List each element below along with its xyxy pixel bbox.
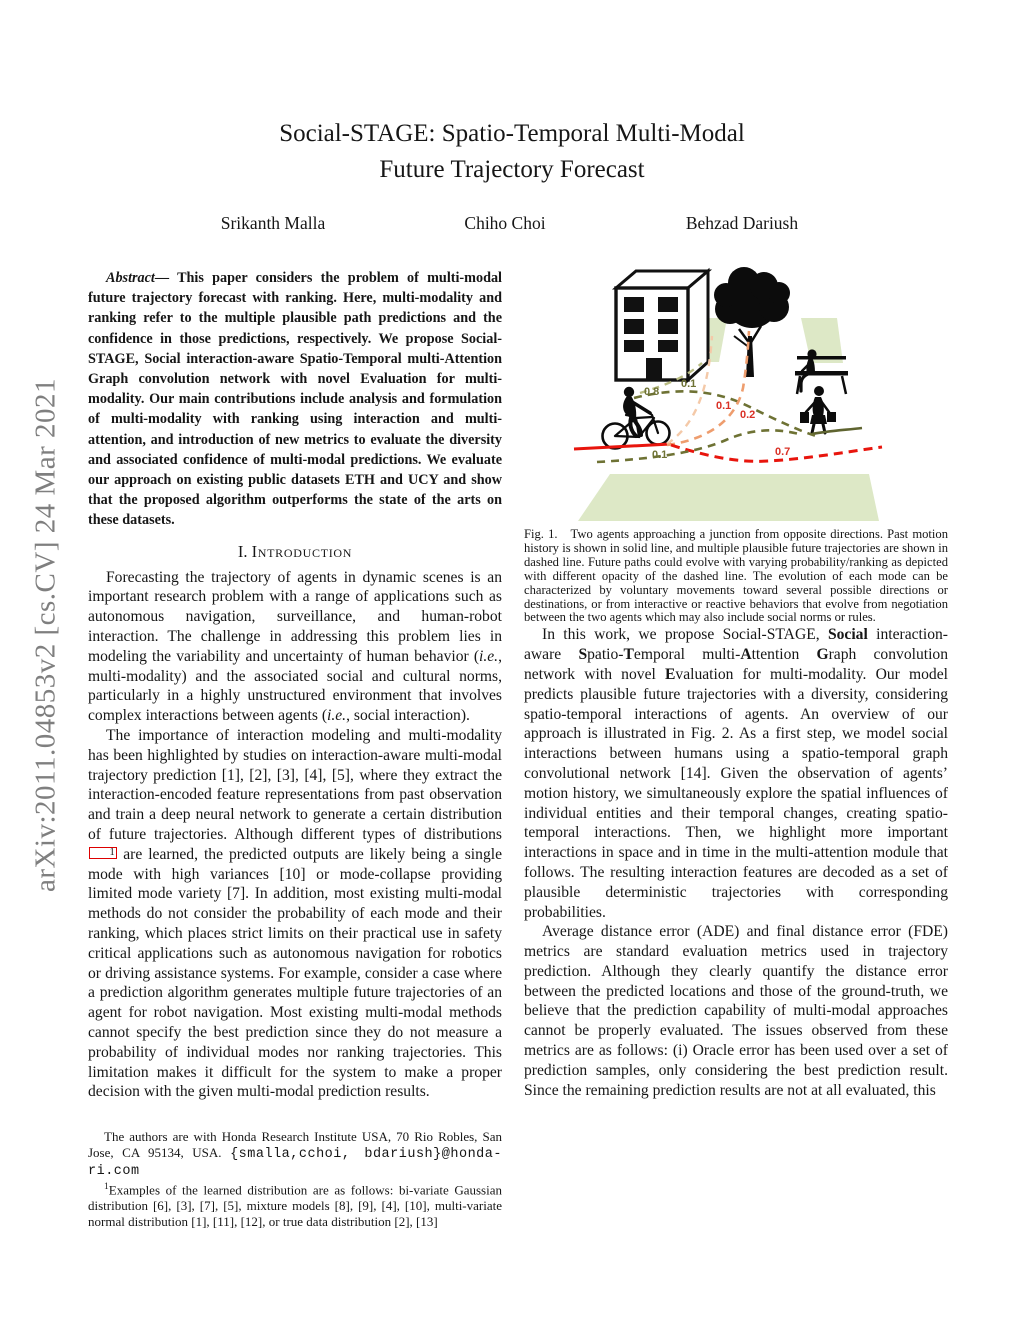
figure-caption-text: Two agents approaching a junction from opposite directions. Past motion history is shown in solid line, and multiple plausible future trajectories are shown in dashed line. Future paths could evolve with varying probability/ranking as depicted with different opacity of the dashed line. The evolution of each mode can be characterized by voluntary movements toward several possible directions or destinations, or from interactive or reactive behaviors that evolve from negotiation between the two agents which may also include social norms or rules. [524, 527, 948, 625]
text-segment: A [740, 646, 752, 664]
figure-caption-label: Fig. 1. [524, 527, 558, 541]
probability-label-0.8: 0.8 [644, 386, 660, 398]
left-column [88, 268, 502, 1230]
building [616, 271, 708, 380]
probability-label-0.1-mid: 0.1 [716, 400, 732, 412]
author-name: Srikanth Malla [220, 213, 326, 233]
figure-1-illustration [524, 256, 948, 528]
text-segment: Forecasting the trajectory of agents in dynamic scenes is an important research problem with a range of applications such as autonomous navigation, surveillance, and human-robot interaction. The challenge in addressing this problem lies in modeling the variability and uncertainty of human behavior ( [88, 568, 502, 665]
text-segment: S [578, 646, 588, 664]
author-name: Chiho Choi [464, 213, 546, 233]
probability-label-0.2: 0.2 [740, 409, 756, 421]
text-segment: patio- [587, 646, 624, 664]
shopping-bag [800, 412, 809, 423]
text-segment: , multi-modality) and the associated social and cultural norms, particularly in a highly unstructured environment that involves complex interactions between agents ( [88, 647, 502, 725]
text-segment: i.e. [479, 647, 499, 665]
text-segment: The authors are with Honda Research Institute USA, 70 Rio Robles, San Jose, CA 95134, USA. [88, 1128, 502, 1160]
author-affiliation-footnote [88, 1129, 502, 1180]
intro-paragraph-1 [88, 568, 502, 726]
body-paragraph-in-this-work [524, 625, 948, 922]
probability-labels [644, 378, 790, 461]
section-title: Introduction [251, 541, 353, 561]
text-segment: {smalla,cchoi, bdariush}@honda-ri.com [88, 1146, 502, 1180]
walking-pedestrian [800, 386, 836, 433]
trajectory-0.8 [634, 391, 816, 436]
text-segment: Average distance error (ADE) and final distance error (FDE) metrics are standard evaluation metrics used in trajectory prediction. Although they clearly quantify the distance error between the predicted locations and those of the ground-truth, we believe that the prediction capability of multi-modal approaches cannot be properly evaluated. The issues observed from these metrics are as follows: (i) Oracle error has been used over a set of prediction samples, only considering the best prediction result. Since the remaining prediction results are not at all evaluated, this [524, 923, 948, 1099]
text-segment: i.e. [327, 707, 347, 725]
paper-title [0, 116, 1024, 188]
footnote-block [88, 1119, 502, 1230]
text-segment: are learned, the predicted outputs are likely being a single mode with high variances [10] or mode-collapse providing limited mode variety [7]. In addition, most existing multi-modal methods do not consider the probability of each mode and their ranking, which places strict limits on their practical use in safety critical applications such as autonomous navigation for robotics or driving assistance systems. For example, consider a case where a prediction algorithm generates multiple future trajectories of an agent for robot navigation. Most existing multi-modal methods cannot specify the best prediction since they do not measure a probability of individual modes nor ranking trajectories. This limitation makes it difficult for the system to make a proper decision with the given multi-modal prediction results. [88, 845, 502, 1101]
text-segment: valuation for multi-modality. Our model predicts plausible future trajectories with a diversity, considering spatio-temporal interactions of agents. An overview of our approach is illustrated in Fig. 2. As a first step, we model social interactions between humans using a spatio-temporal graph convolutional network [14]. Given the observation of agents’ motion history, we simultaneously explore the spatial influences of individual entities and their temporal changes, creating spatio-temporal interactions. Then, we highlight more important interactions in space and in time in the multi-attention module that follows. The resulting interaction features are decoded as a set of plausible deterministic trajectories with corresponding probabilities. [524, 665, 948, 921]
text-segment: emporal multi- [633, 646, 741, 664]
text-segment: interaction-aware [524, 626, 948, 664]
text-segment: G [816, 646, 829, 664]
abstract-label: Abstract [106, 270, 155, 286]
body-paragraph-metrics [524, 922, 948, 1100]
arxiv-watermark: arXiv:2011.04853v2 [cs.CV] 24 Mar 2021 [29, 377, 62, 893]
probability-label-0.1-lower: 0.1 [652, 449, 668, 461]
text-segment: T [623, 646, 634, 664]
text-segment: , social interaction). [346, 707, 470, 725]
road [578, 474, 879, 521]
text-segment: E [665, 665, 676, 683]
paper-title-line1: Social-STAGE: Spatio-Temporal Multi-Modal [279, 120, 745, 147]
history-pedestrian-solid [812, 428, 862, 434]
text-segment: Social [827, 626, 868, 644]
intro-paragraph-2 [88, 726, 502, 1102]
text-segment: 1 [104, 1182, 109, 1193]
shopping-bag [827, 412, 836, 422]
abstract [88, 268, 502, 531]
footnote-1 [88, 1180, 502, 1230]
text-segment: The importance of interaction modeling and multi-modality has been highlighted by studies on interaction-aware multi-modal trajectory prediction [1], [2], [3], [4], [5], where they extract the interaction-encoded feature representations from past observation and train a deep neural network to generate a certain distribution of future trajectories. Although different types of distributions [88, 727, 502, 843]
section-heading-introduction [88, 542, 502, 562]
text-segment: Examples of the learned distribution are as follows: bi-variate Gaussian distribution [6], [3], [7], [5], mixture models [8], [9], [4], [10], multi-variate normal distribution [1], [11], [12], or true data distribution [2], [13] [88, 1182, 502, 1230]
footnote-marker-link[interactable]: 1 [89, 847, 117, 859]
cyclist [603, 387, 670, 449]
text-segment: In this work, we propose Social-STAGE, [542, 626, 828, 644]
building-door [646, 358, 662, 380]
author-name: Behzad Dariush [685, 213, 799, 233]
right-column [524, 256, 948, 1100]
paper-title-line2: Future Trajectory Forecast [379, 156, 645, 183]
probability-label-0.1-building: 0.1 [681, 378, 697, 390]
abstract-body: — This paper considers the problem of multi-modal future trajectory forecast with ranking. Here, multi-modality and ranking refer to the multiple plausible path predictions and the confidence in those predictions, respectively. We propose Social-STAGE, Social interaction-aware Spatio-Temporal multi-Attention Graph convolution network with novel Evaluation for multi-modality. Our main contributions include analysis and formulation of multi-modality with ranking using interaction and multi-attention, and introduction of new metrics to evaluate the diversity and associated confidence of multi-modal predictions. We evaluate our approach on existing public datasets ETH and UCY and show that the proposed algorithm outperforms the state of the arts on these datasets. [88, 270, 502, 529]
probability-label-0.7: 0.7 [775, 446, 791, 458]
figure-1-caption [524, 528, 948, 625]
tree [714, 267, 790, 377]
sitting-person [801, 349, 817, 391]
text-segment: ttention [751, 646, 817, 664]
section-numeral: I. [237, 541, 248, 561]
text-segment: raph convolution network with novel [524, 646, 949, 683]
